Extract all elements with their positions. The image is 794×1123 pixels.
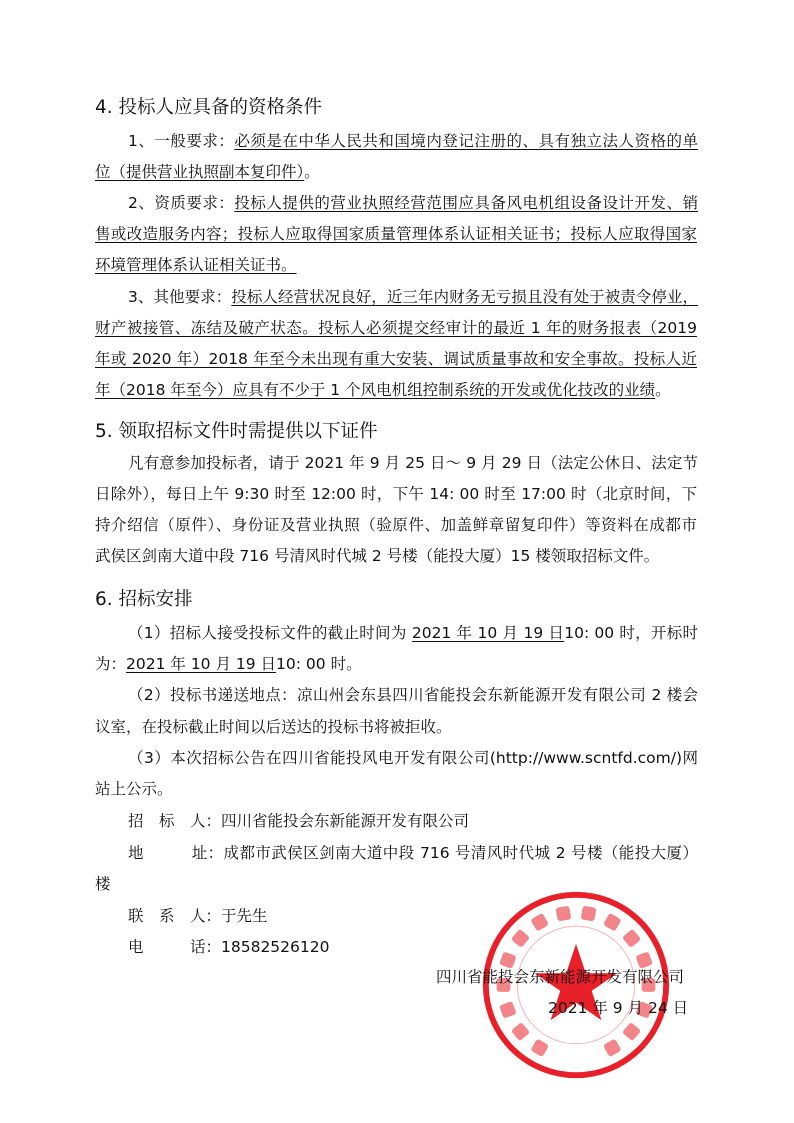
underlined-text: 2021 年 10 月 19 日 (411, 624, 565, 642)
underlined-text: 投标人经营状况良好，近三年内财务无亏损且没有处于被责令停业， (231, 288, 698, 306)
text-line (95, 778, 173, 800)
text-segment: 联 系 人：于先生 (128, 907, 268, 925)
underlined-text: 财产被接管、冻结及破产状态。投标人必须提交经审计的最近 1 年的财务报表（2019 (95, 319, 697, 337)
text-segment: 凡有意参加投标者，请于 2021 年 9 月 25 日～ 9 月 29 日（法定公休日、法定节 (128, 454, 698, 472)
underlined-text: 位（提供营业执照副本复印件） (95, 163, 305, 181)
underlined-text: 2021 年 10 月 19 日 (126, 655, 277, 673)
text-line (95, 716, 452, 738)
text-segment: 议室，在投标截止时间以后送达的投标书将被拒收。 (95, 718, 452, 736)
text-line (128, 192, 698, 214)
text-segment: 为： (95, 655, 127, 673)
text-segment: 电 话：18582526120 (128, 938, 330, 956)
text-segment: 招 标 人：四川省能投会东新能源开发有限公司 (128, 812, 470, 830)
text-segment: 。 (655, 381, 671, 399)
text-line (128, 452, 698, 474)
seal-glyph-mark (622, 1022, 641, 1041)
text-line (128, 810, 469, 832)
text-line (128, 747, 698, 769)
text-line (128, 936, 329, 958)
text-segment: 1、一般要求： (128, 132, 235, 150)
signature-company (436, 966, 684, 988)
text-line (95, 317, 697, 339)
text-segment: （2）投标书递送地点：凉山州会东县四川省能投会东新能源开发有限公司 2 楼会 (128, 686, 698, 704)
text-segment: 持介绍信（原件）、身份证及营业执照（验原件、加盖鲜章留复印件）等资料在成都市 (95, 516, 697, 534)
seal-glyph-mark (581, 906, 597, 922)
text-segment: 10: 00 时。 (276, 655, 362, 673)
text-segment: 地 址：成都市武侯区剑南大道中段 716 号清风时代城 2 号楼（能投大厦） (128, 844, 698, 862)
text-segment: （3）本次招标公告在四川省能投风电开发有限公司(http://www.scntfd.com/)网 (128, 749, 698, 767)
underlined-text: 投标人提供的营业执照经营范围应具备风电机组设备设计开发、销 (234, 194, 698, 212)
signature-date (548, 997, 688, 1019)
text-line (128, 286, 698, 308)
text-segment: 楼 (95, 875, 111, 893)
text-segment: 站上公示。 (95, 780, 173, 798)
text-line (128, 842, 698, 864)
section-heading (95, 95, 322, 121)
text-line (95, 483, 697, 505)
text-line (95, 653, 362, 675)
text-segment: 3、其他要求： (128, 288, 232, 306)
text-segment: 10: 00 时，开标时 (564, 624, 698, 642)
text-line (95, 873, 111, 895)
text-line (95, 348, 697, 370)
text-segment: 4. 投标人应具备的资格条件 (95, 97, 323, 118)
text-line (95, 254, 297, 276)
seal-glyph-mark (499, 1001, 517, 1019)
seal-glyph-mark (603, 913, 622, 932)
text-segment: 四川省能投会东新能源开发有限公司 (436, 968, 685, 986)
seal-glyph-mark (530, 913, 549, 932)
text-segment: 5. 领取招标文件时需提供以下证件 (95, 421, 378, 442)
text-segment: 6. 招标安排 (95, 589, 193, 610)
text-segment: 2、资质要求： (128, 194, 235, 212)
text-line (95, 161, 320, 183)
underlined-text: 必须是在中华人民共和国境内登记注册的、具有独立法人资格的单 (234, 132, 698, 150)
text-line (128, 622, 698, 644)
text-segment: （1）招标人接受投标文件的截止时间为 (128, 624, 412, 642)
seal-glyph-mark (603, 1038, 622, 1057)
seal-glyph-mark (511, 929, 530, 948)
section-heading (95, 419, 378, 445)
section-heading (95, 587, 193, 613)
text-segment: 。 (304, 163, 320, 181)
text-line (128, 905, 268, 927)
text-line (95, 514, 697, 536)
underlined-text: 年（2018 年至今）应具有不少于 1 个风电机组控制系统的开发或优化技改的业绩 (95, 381, 656, 399)
text-segment: 2021 年 9 月 24 日 (548, 999, 689, 1017)
text-line (95, 545, 659, 567)
text-segment: 武侯区剑南大道中段 716 号清风时代城 2 号楼（能投大厦）15 楼领取招标文件。 (95, 547, 660, 565)
underlined-text: 年或 2020 年）2018 年至今未出现有重大安装、调试质量事故和安全事故。投标人近 (95, 350, 697, 368)
seal-glyph-mark (511, 1022, 530, 1041)
seal-glyph-mark (555, 906, 571, 922)
text-line (128, 130, 698, 152)
seal-glyph-mark (622, 929, 641, 948)
text-line (95, 379, 671, 401)
text-line (128, 684, 698, 706)
underlined-text: 售或改造服务内容；投标人应取得国家质量管理体系认证相关证书；投标人应取得国家 (95, 225, 697, 243)
text-line (95, 223, 697, 245)
seal-glyph-mark (530, 1038, 549, 1057)
underlined-text: 环境管理体系认证相关证书。 (95, 256, 297, 274)
text-segment: 日除外），每日上午 9:30 时至 12:00 时，下午 14: 00 时至 17:00 时（北京时间，下 (95, 485, 697, 503)
